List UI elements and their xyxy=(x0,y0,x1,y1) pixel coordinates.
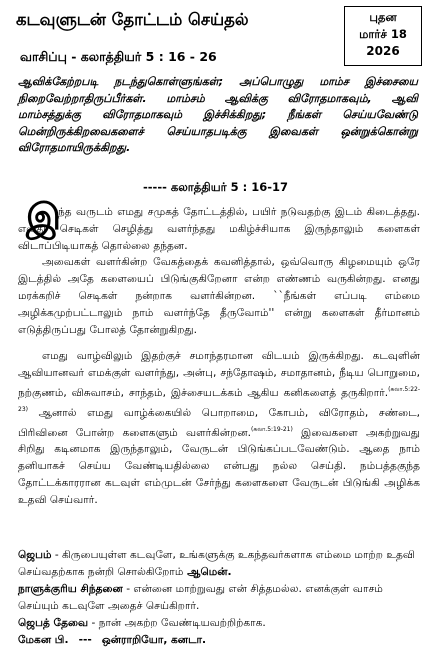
devotional-title: கடவுளுடன் தோட்டம் செய்தல் xyxy=(16,10,249,29)
devotional-body xyxy=(18,197,420,509)
author-separator: --- xyxy=(78,634,92,646)
thought-text: - என்னை மாற்றுவது என் சித்தமல்ல. எனக்குள் வாசம் செய்யும் கடவுளே அதைச் செய்கிறார். xyxy=(18,583,383,612)
paragraph-3 xyxy=(18,348,420,508)
date-month-day: மார்ச் 18 xyxy=(359,27,407,41)
paragraph-2: அவைகள் வளர்கின்ற வேகத்தைக் கவனித்தால், ஒவ்வொரு கிழமையும் ஒரே இடத்தில் அதே களையைப் பிடுங்குகிறேனா என்ற எண்ணம் வருகின்றது. எனது மரக்கறிச் செடிகள் நன்றாக வளர்கின்றன. ``நீங்கள் எப்படி எம்மை அழிக்கமுற்பட்டாலும் நாம் வளர்ந்தே தீருவோம்'' என்று களைகள் தீர்மானம் எடுத்திருப்பது போலத் தோன்றுகிறது. xyxy=(18,256,420,336)
paragraph-3-part-a: எமது வாழ்விலும் இதற்குச் சமாந்தரமான விடயம் இருக்கிறது. கடவுளின் ஆவியானவர் எமக்குள் வளர்ந்து, அன்பு, சந்தோஷம், சமாதானம், நீடிய பொறுமை, நற்குணம், விசுவாசம், சாந்தம், இச்சையடக்கம் ஆகிய கனிகளைத் தருகிறார். xyxy=(18,350,420,399)
drop-cap: இ xyxy=(26,197,62,238)
author-place: ஒன்ராறியோ, கனடா. xyxy=(101,634,207,646)
prayer-label: ஜெபம் xyxy=(18,549,52,561)
date-year: 2026 xyxy=(366,44,400,58)
key-verse-reference: ----- கலாத்தியர் 5 : 16-17 xyxy=(143,180,288,194)
prayer-text: - கிருபையுள்ள கடவுளே, உங்களுக்கு உகந்தவர்களாக எம்மை மாற்ற உதவி செய்வதற்காக நன்றி சொல்கிறோம் xyxy=(18,549,415,578)
need-label: ஜெபத் தேவை xyxy=(18,617,89,629)
reading-reference: வாசிப்பு - கலாத்தியர் 5 : 16 - 26 xyxy=(20,49,217,64)
paragraph-1-rest: ற்கு இடம் கிடைத்தது. எனது செடிகள் செழித்து வளர்ந்தது மகிழ்ச்சியாக இருந்தாலும் களைகள் விடாப்பிடியாகத் தொல்லை தந்தன. xyxy=(18,206,420,252)
thought-label: நாளுக்குரிய சிந்தனை xyxy=(18,583,123,595)
prayer-need xyxy=(18,615,420,632)
paragraph-1 xyxy=(18,197,420,254)
paragraph-3-part-b: ஆனால் எமது வாழ்க்கையில் பொறாமை, கோபம், விரோதம், சண்டை, பிரிவினை போன்ற களைகளும் வளர்கின்றன. xyxy=(18,406,420,439)
paragraph-1-line-1: ந்த வருடம் எமது சமுகத் தோட்டத்தில், பயிர் நடுவத xyxy=(58,206,315,218)
paragraph-3-part-c: இவைகளை அகற்றுவது சிறிது கடினமாக இருந்தாலும், வேருடன் பிடுங்கப்படவேண்டும். ஆதை நாம் தனியாகச் செய்ய வேண்டியதில்லை என்பது நல்ல செய்தி. நம்பத்தகுந்த தோட்டக்காரரான கடவுள் எம்முடன் சேர்ந்து களைகளை வேருடன் பிடுங்கி அழிக்க உதவி செய்வார். xyxy=(18,426,420,506)
thought-for-day xyxy=(18,581,420,615)
key-verse: ஆவிக்கேற்றபடி நடந்துகொள்ளுங்கள்; அப்பொழுது மாம்ச இச்சையை நிறைவேற்றாதிருப்பீர்கள். மாம்சம் ஆவிக்கு விரோதமாகவும், ஆவி மாம்சத்துக்கு விரோதமாகவும் இச்சிக்கிறது; நீங்கள் செய்யவேண்டு மென்றிருக்கிறவைகளைச் செய்யாதபடிக்கு இவைகள் ஒன்றுக்கொன்று விரோதமாயிருக்கிறது. xyxy=(18,75,418,154)
prayer-amen: ஆமென். xyxy=(183,566,232,578)
scripture-ref-2: (கலா.5:19-21) xyxy=(251,425,293,433)
closing-section xyxy=(18,547,420,649)
author-line xyxy=(18,632,420,649)
scripture-ref-1: (கலா.5:22-23) xyxy=(18,385,420,413)
author-name: மேகன பி. xyxy=(18,634,69,646)
date-box xyxy=(344,6,422,66)
need-text: - நான் அகற்ற வேண்டியவற்றிற்காக. xyxy=(88,617,266,629)
prayer xyxy=(18,547,420,581)
date-day: புதன xyxy=(369,10,397,24)
